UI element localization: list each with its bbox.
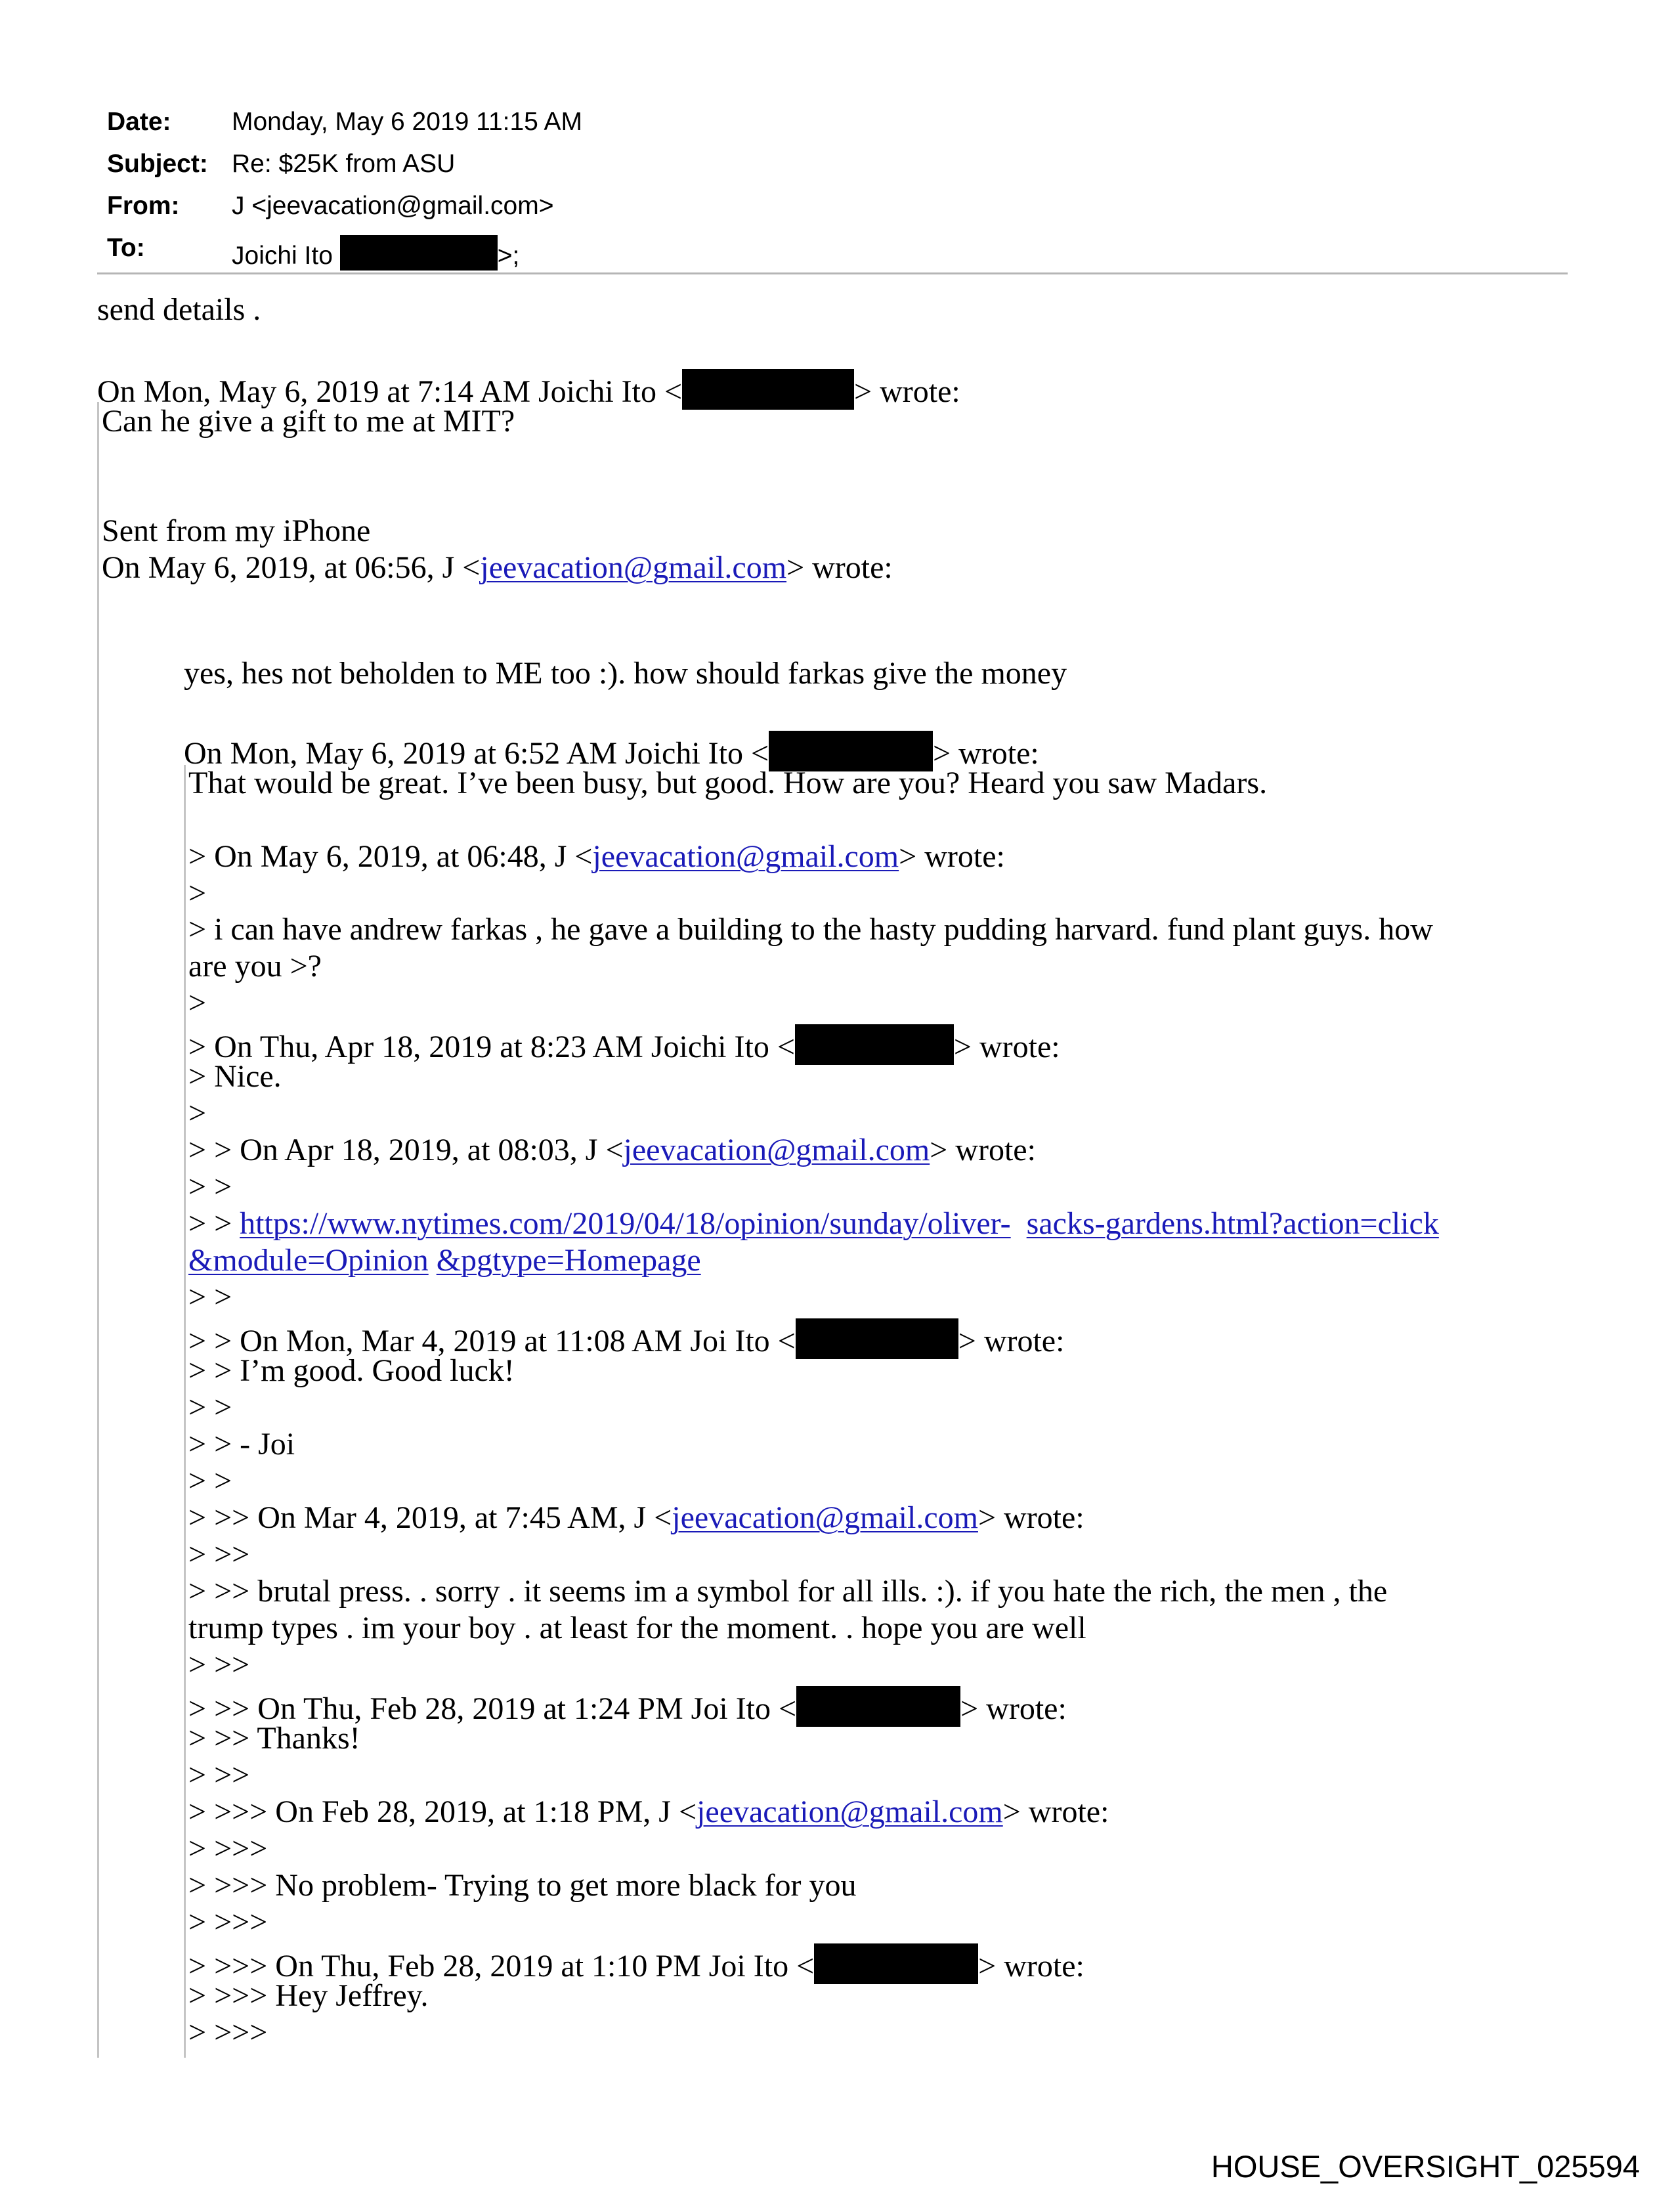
body-line: yes, hes not beholden to ME too :). how should farkas give the money — [184, 656, 1067, 691]
body-line: > >> — [188, 1537, 250, 1572]
email-link[interactable]: jeevacation@gmail.com — [592, 839, 899, 874]
body-line: > — [188, 986, 207, 1020]
from-value: J <jeevacation@gmail.com> — [232, 192, 554, 220]
url-line — [188, 1245, 701, 1276]
body-line: > >> — [188, 1758, 250, 1792]
reply-header: > > On Mon, Mar 4, 2019 at 11:08 AM Joi Ito < > wrote: — [188, 1318, 1064, 1359]
quote-bar-level-1 — [97, 402, 99, 2058]
body-line: > > — [188, 1464, 232, 1498]
header-divider — [97, 272, 1568, 274]
reply-header: > >> On Thu, Feb 28, 2019 at 1:24 PM Joi Ito < > wrote: — [188, 1686, 1067, 1727]
body-line: > >> brutal press. . sorry . it seems im a symbol for all ills. :). if you hate the rich, the men , the — [188, 1574, 1388, 1609]
body-line: > — [188, 876, 207, 911]
redaction-box — [796, 1318, 958, 1359]
body-line: > > — [188, 1390, 232, 1425]
body-line: Sent from my iPhone — [102, 513, 371, 548]
body-line: > > — [188, 1169, 232, 1204]
to-suffix: >; — [497, 242, 520, 270]
body-line: > > - Joi — [188, 1427, 295, 1462]
redaction-box — [682, 369, 854, 410]
quote-bar-level-2 — [184, 765, 186, 2058]
body-line: Can he give a gift to me at MIT? — [102, 404, 515, 439]
body-line: > >>> — [188, 2015, 268, 2050]
body-line: > Nice. — [188, 1059, 282, 1094]
body-line: > >>> Hey Jeffrey. — [188, 1978, 429, 2013]
url-line: > > https://www.nytimes.com/2019/04/18/opinion/sunday/oliver- sacks-gardens.html?action=click — [188, 1206, 1439, 1241]
reply-header: On Mon, May 6, 2019 at 7:14 AM Joichi Ito < > wrote: — [97, 369, 960, 410]
from-label: From: — [107, 192, 180, 220]
body-line: > > I’m good. Good luck! — [188, 1353, 515, 1388]
body-line: > — [188, 1096, 207, 1131]
reply-header: > > On Apr 18, 2019, at 08:03, J <jeevacation@gmail.com> wrote: — [188, 1133, 1036, 1167]
reply-header: On Mon, May 6, 2019 at 6:52 AM Joichi Ito < > wrote: — [184, 731, 1039, 771]
body-line: are you >? — [188, 949, 322, 984]
reply-header: > >>> On Thu, Feb 28, 2019 at 1:10 PM Joi Ito < > wrote: — [188, 1943, 1084, 1984]
body-line: > > — [188, 1280, 232, 1314]
redaction-box — [795, 1024, 954, 1065]
body-line: trump types . im your boy . at least for the moment. . hope you are well — [188, 1611, 1086, 1645]
body-line: > i can have andrew farkas , he gave a building to the hasty pudding harvard. fund plant guys. how — [188, 912, 1433, 947]
reply-header: On May 6, 2019, at 06:56, J <jeevacation@gmail.com> wrote: — [102, 550, 893, 585]
reply-header: > On Thu, Apr 18, 2019 at 8:23 AM Joichi Ito < > wrote: — [188, 1024, 1060, 1065]
body-line: > >> Thanks! — [188, 1721, 360, 1756]
email-link[interactable]: jeevacation@gmail.com — [697, 1794, 1003, 1829]
redaction-box — [814, 1943, 978, 1984]
to-label: To: — [107, 234, 145, 262]
date-label: Date: — [107, 108, 171, 136]
subject-value: Re: $25K from ASU — [232, 150, 456, 178]
url-link[interactable]: sacks-gardens.html?action=click — [1026, 1206, 1439, 1241]
bates-number: HOUSE_OVERSIGHT_025594 — [1211, 2149, 1640, 2184]
email-link[interactable]: jeevacation@gmail.com — [480, 550, 787, 585]
body-line: > >>> — [188, 1905, 268, 1940]
body-line: > >> — [188, 1647, 250, 1682]
redaction-box — [796, 1686, 960, 1727]
reply-header: > >>> On Feb 28, 2019, at 1:18 PM, J <jeevacation@gmail.com> wrote: — [188, 1794, 1109, 1829]
url-link[interactable]: &module=Opinion — [188, 1243, 429, 1278]
body-line: That would be great. I’ve been busy, but good. How are you? Heard you saw Madars. — [188, 766, 1268, 800]
redaction-box — [340, 235, 498, 271]
to-value — [232, 235, 519, 271]
body-line: send details . — [97, 292, 261, 327]
reply-header: > >> On Mar 4, 2019, at 7:45 AM, J <jeevacation@gmail.com> wrote: — [188, 1500, 1084, 1535]
date-value: Monday, May 6 2019 11:15 AM — [232, 108, 583, 136]
url-link[interactable]: https://www.nytimes.com/2019/04/18/opinion/sunday/oliver- — [240, 1206, 1011, 1241]
reply-header: > On May 6, 2019, at 06:48, J <jeevacation@gmail.com> wrote: — [188, 839, 1005, 874]
body-line: > >>> No problem- Trying to get more black for you — [188, 1868, 857, 1903]
email-link[interactable]: jeevacation@gmail.com — [623, 1133, 930, 1167]
email-link[interactable]: jeevacation@gmail.com — [672, 1500, 978, 1535]
to-name: Joichi Ito — [232, 242, 340, 270]
body-line: > >>> — [188, 1831, 268, 1866]
url-link[interactable]: &pgtype=Homepage — [436, 1243, 701, 1278]
subject-label: Subject: — [107, 150, 208, 178]
